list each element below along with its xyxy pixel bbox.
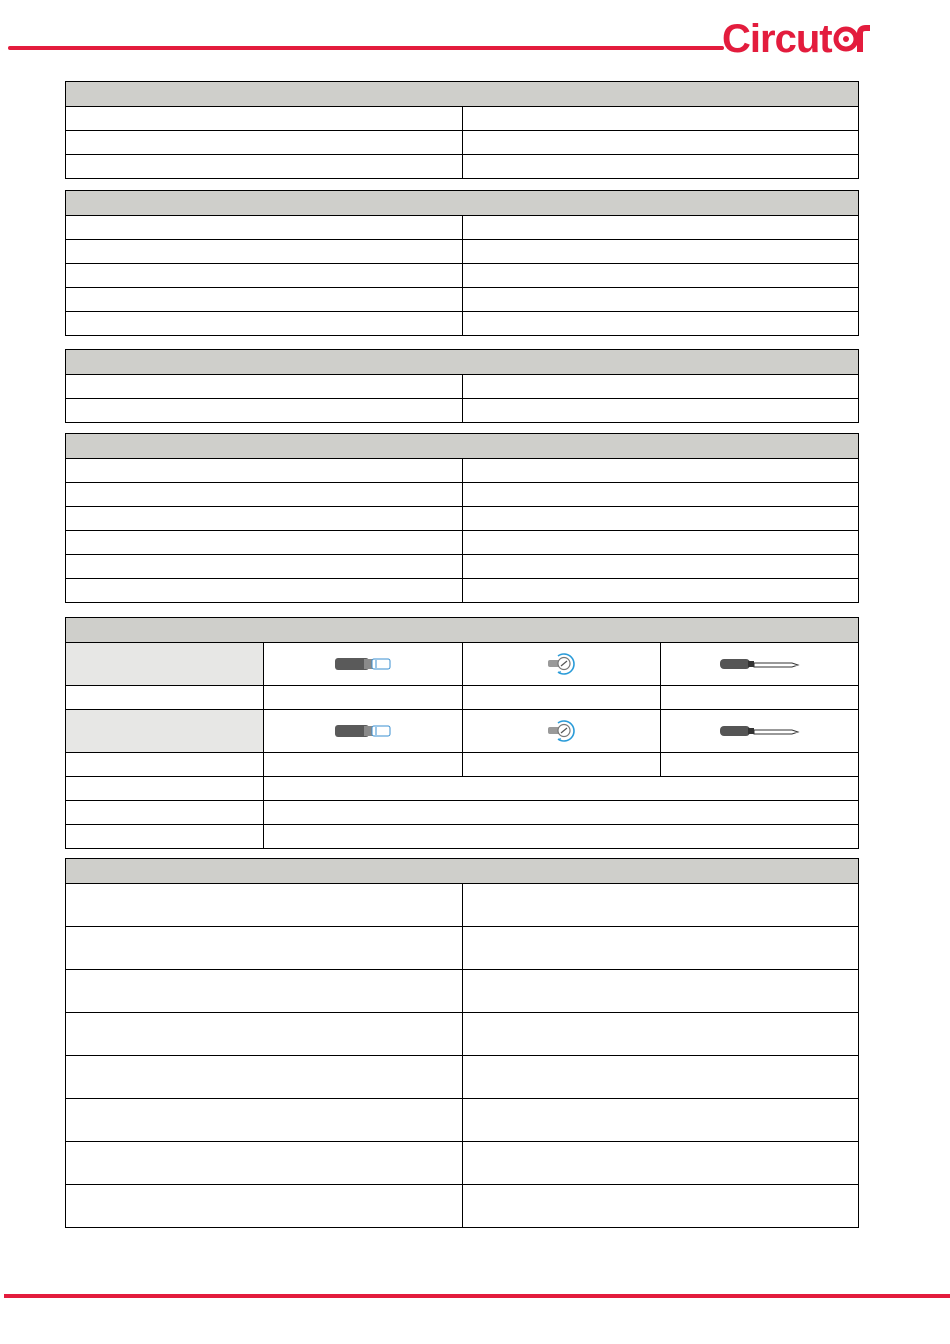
spec-table-terminals	[65, 617, 859, 849]
screw-torque-icon	[544, 719, 578, 743]
table-row	[66, 375, 859, 399]
table-row	[66, 312, 859, 336]
ferrule-tip-icon	[334, 656, 392, 672]
screwdriver-icon	[718, 723, 800, 739]
table-row	[66, 216, 859, 240]
table-header	[66, 350, 859, 375]
table-row	[66, 155, 859, 179]
table-row	[66, 927, 859, 970]
table-row	[66, 107, 859, 131]
spec-table-4	[65, 433, 859, 603]
table-row	[66, 970, 859, 1013]
spec-table-standards	[65, 858, 859, 1228]
table-row	[66, 1013, 859, 1056]
table-row	[66, 507, 859, 531]
table-row	[66, 555, 859, 579]
table-header	[66, 82, 859, 107]
table-header	[66, 859, 859, 884]
table-row	[66, 579, 859, 603]
ferrule-tip-icon	[334, 723, 392, 739]
table-row	[66, 643, 859, 686]
table-row	[66, 753, 859, 777]
brand-logo	[722, 14, 874, 60]
table-row	[66, 884, 859, 927]
table-row	[66, 264, 859, 288]
spec-table-2	[65, 190, 859, 336]
table-row	[66, 1142, 859, 1185]
table-row	[66, 1099, 859, 1142]
table-header	[66, 618, 859, 643]
table-row	[66, 531, 859, 555]
table-row	[66, 288, 859, 312]
table-row	[66, 483, 859, 507]
table-row	[66, 825, 859, 849]
table-row	[66, 240, 859, 264]
table-row	[66, 1056, 859, 1099]
table-header	[66, 191, 859, 216]
table-header	[66, 434, 859, 459]
table-row	[66, 710, 859, 753]
spec-table-3	[65, 349, 859, 423]
screwdriver-icon	[718, 656, 800, 672]
svg-text:Circut: Circut	[722, 17, 832, 60]
logo-graphic	[722, 14, 874, 60]
footer-rule	[4, 1294, 950, 1298]
table-row	[66, 1185, 859, 1228]
table-row	[66, 686, 859, 710]
table-row	[66, 399, 859, 423]
spec-table-1	[65, 81, 859, 179]
table-row	[66, 459, 859, 483]
table-row	[66, 131, 859, 155]
table-row	[66, 777, 859, 801]
screw-torque-icon	[544, 652, 578, 676]
table-row	[66, 801, 859, 825]
header-rule	[8, 46, 724, 50]
